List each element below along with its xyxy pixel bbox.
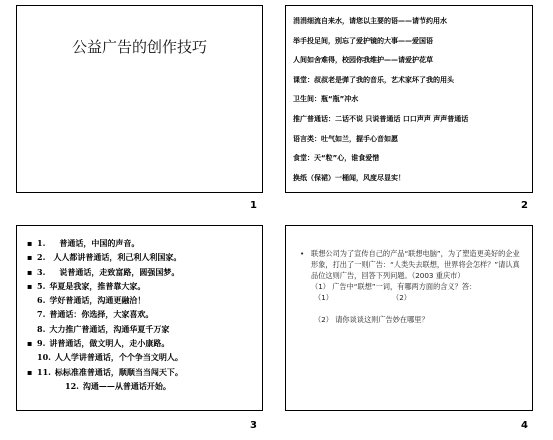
item-text: 学好普通话，沟通更融洽！ [49, 295, 146, 306]
slide-1[interactable] [16, 5, 263, 193]
bullet-icon: ▪ [27, 252, 33, 263]
answer-slots [314, 292, 526, 303]
item-number: 2. [37, 252, 46, 263]
page-number: 1 [250, 200, 257, 211]
list-item [27, 307, 258, 321]
slogan-line: 课堂：叔叔老是弹了我的音乐，艺术家坏了我的用头 [293, 75, 454, 84]
question-1: （1） 广告中“联想”一词，有哪两方面的含义？答： [311, 282, 477, 291]
slide-3[interactable] [16, 225, 263, 411]
bullet-icon: • [300, 249, 305, 258]
list-item [27, 379, 258, 393]
item-text: 沟通——从普通话开始。 [82, 380, 171, 391]
item-number: 10. [37, 352, 51, 363]
answer-2: （2） [392, 293, 411, 302]
list-item [27, 279, 258, 293]
item-number: 8. [37, 323, 46, 334]
slogan-line: 举手投足间，别忘了爱护镜的大事——爱国语 [293, 36, 433, 45]
item-text: 普通话，中国的声音。 [59, 238, 140, 248]
slogan-list [293, 12, 528, 188]
list-item [27, 265, 258, 279]
question-block [300, 248, 526, 325]
item-number: 5. [37, 280, 46, 291]
slogan-numbered-list [27, 236, 258, 393]
slide-2[interactable] [285, 5, 533, 193]
item-text: 说普通话，走致富路，圆强国梦。 [59, 266, 180, 277]
item-number: 12. [65, 380, 79, 391]
item-number: 3. [37, 266, 46, 277]
item-text: 大力推广普通话，沟通华夏千万家 [49, 323, 170, 334]
question-paragraph: 联想公司为了宣传自己的产品“联想电脑”，为了塑造更美好的企业形象，打出了一则广告：“人类失去联想，世界将会怎样？”请认真品位这则广告，回答下列问题。（2003 重庆市） [311, 249, 520, 280]
item-number: 11. [37, 366, 51, 377]
list-item [27, 236, 258, 250]
bullet-icon: ▪ [27, 338, 33, 349]
page-number: 2 [521, 200, 528, 211]
item-text: 人人都讲普通话，利己利人利国家。 [53, 252, 182, 263]
item-text: 标标准准普通话，顺顺当当闯天下。 [54, 366, 183, 377]
item-number: 9. [37, 338, 46, 349]
bullet-icon: ▪ [27, 280, 33, 291]
slide-4[interactable] [285, 225, 533, 411]
slide-title: 公益广告的创作技巧 [71, 38, 207, 56]
page-number: 4 [521, 420, 528, 431]
item-text: 华夏是我家，推普靠大家。 [49, 280, 146, 291]
item-number: 6. [37, 295, 46, 306]
list-item [27, 365, 258, 379]
item-text: 人人学讲普通话，个个争当文明人。 [54, 352, 183, 363]
list-item [27, 322, 258, 336]
list-item [27, 293, 258, 307]
bullet-icon: ▪ [27, 238, 33, 248]
answer-1: （1） [314, 293, 333, 302]
page-number: 3 [250, 420, 257, 431]
slogan-line: 卫生间：瓶“瓶”冲水 [293, 95, 359, 104]
question-2: （2） 请你谈谈这则广告妙在哪里？ [314, 315, 429, 324]
list-item [27, 350, 258, 364]
list-item [27, 336, 258, 350]
item-text: 普通话：你选择，大家喜欢。 [49, 309, 154, 320]
list-item [27, 250, 258, 264]
slogan-line: 食堂：天“粒”心，谁食爱惜 [293, 154, 380, 163]
slogan-line: 换纸（保裙）一桶闻，风度尽显实！ [293, 173, 405, 182]
item-number: 1. [37, 238, 46, 248]
slogan-line: 人间如舍难得，校园你我维护——请爱护花草 [293, 56, 433, 65]
item-number: 7. [37, 309, 46, 320]
slogan-line: 推广普通话：二话不说 只说普通话 口口声声 声声普通话 [293, 114, 469, 123]
slogan-line: 涓涓细流自来水，请您以主要的语——请节约用水 [293, 17, 447, 25]
bullet-icon: ▪ [27, 266, 33, 277]
slogan-line: 语言类：吐气如兰，握手心音如愿 [293, 134, 398, 143]
item-text: 讲普通话，做文明人，走小康路。 [49, 338, 170, 349]
bullet-icon: ▪ [27, 366, 33, 377]
